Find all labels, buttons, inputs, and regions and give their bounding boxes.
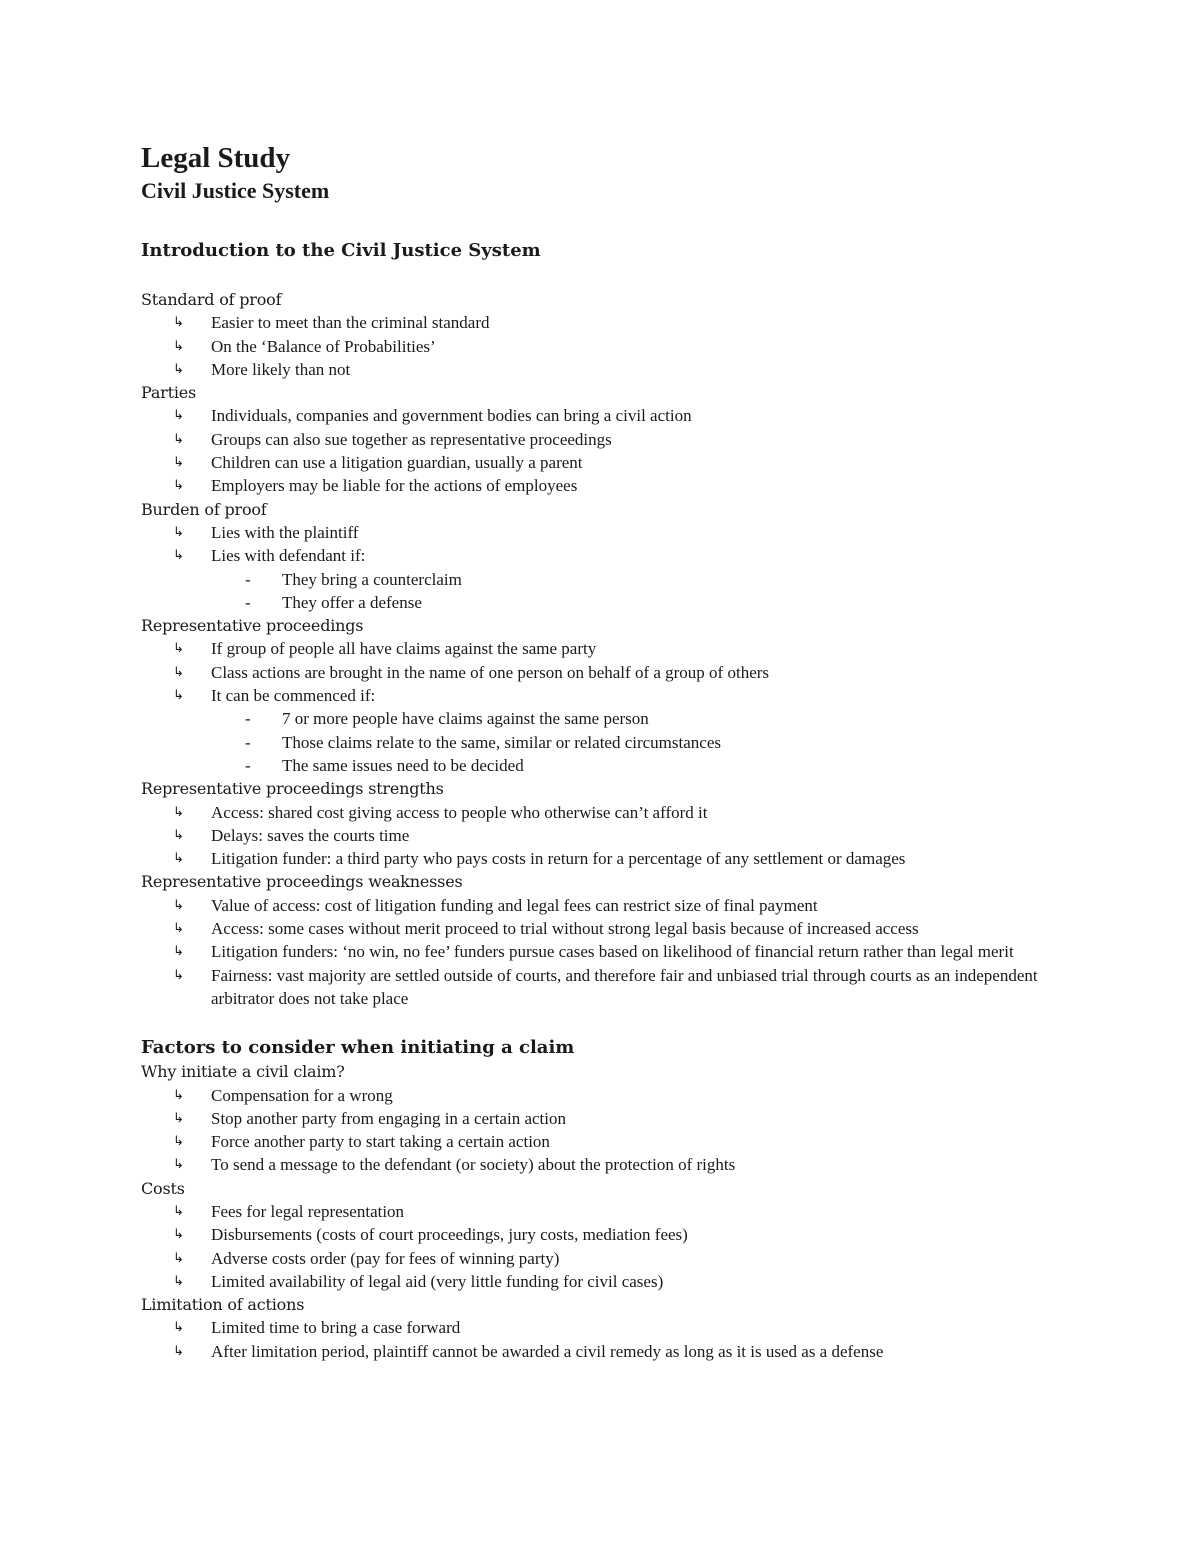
section-heading: Introduction to the Civil Justice System <box>141 240 541 261</box>
list-item <box>141 404 1061 427</box>
list-item <box>141 940 1061 963</box>
sub-list-item-text: 7 or more people have claims against the same person <box>282 709 649 729</box>
group-label: Limitation of actions <box>141 1295 305 1315</box>
list-item-text: Limited time to bring a case forward <box>211 1318 461 1338</box>
list-item-text: It can be commenced if: <box>211 686 376 706</box>
list-item-text: Easier to meet than the criminal standard <box>211 313 490 333</box>
list-item-text: Access: shared cost giving access to people who otherwise can’t afford it <box>211 802 708 822</box>
list-item-text: Litigation funders: ‘no win, no fee’ funders pursue cases based on likelihood of financial return rather than legal merit <box>211 942 1014 962</box>
list-item <box>141 801 1061 824</box>
dash-bullet-icon: - <box>245 592 251 612</box>
list-item-text: To send a message to the defendant (or society) about the protection of rights <box>211 1155 736 1175</box>
list-item <box>141 637 1061 660</box>
list-item-text: Litigation funder: a third party who pays costs in return for a percentage of any settlement or damages <box>211 849 906 869</box>
down-right-arrow-icon: ↳ <box>173 851 184 867</box>
list-item <box>141 824 1061 847</box>
list-item <box>141 964 1061 1011</box>
list-item-text: Fees for legal representation <box>211 1201 405 1221</box>
document-title: Legal Study <box>141 142 291 174</box>
list-item <box>141 428 1061 451</box>
down-right-arrow-icon: ↳ <box>173 1087 184 1103</box>
down-right-arrow-icon: ↳ <box>173 1157 184 1173</box>
sub-list-item-text: They offer a defense <box>282 592 422 612</box>
dash-bullet-icon: - <box>245 732 251 752</box>
list-item-text: Adverse costs order (pay for fees of winning party) <box>211 1248 560 1268</box>
group-label: Representative proceedings strengths <box>141 779 444 799</box>
list-item <box>141 358 1061 381</box>
sub-list-item-text: Those claims relate to the same, similar or related circumstances <box>282 732 721 752</box>
list-item <box>141 311 1061 334</box>
down-right-arrow-icon: ↳ <box>173 478 184 494</box>
list-item <box>141 894 1061 917</box>
document-content <box>141 141 1061 1363</box>
list-item <box>141 1247 1061 1270</box>
dash-bullet-icon: - <box>245 709 251 729</box>
list-item-text: Value of access: cost of litigation funding and legal fees can restrict size of final payment <box>211 895 818 915</box>
down-right-arrow-icon: ↳ <box>173 338 184 354</box>
down-right-arrow-icon: ↳ <box>173 897 184 913</box>
list-item-text: Force another party to start taking a certain action <box>211 1132 550 1152</box>
sub-list-item <box>141 591 1061 614</box>
list-item <box>141 1270 1061 1293</box>
dash-bullet-icon: - <box>245 569 251 589</box>
down-right-arrow-icon: ↳ <box>173 1250 184 1266</box>
down-right-arrow-icon: ↳ <box>173 524 184 540</box>
list-item-text: Compensation for a wrong <box>211 1085 393 1105</box>
down-right-arrow-icon: ↳ <box>173 361 184 377</box>
down-right-arrow-icon: ↳ <box>173 1320 184 1336</box>
list-item-text: Access: some cases without merit proceed to trial without strong legal basis because of increased access <box>211 919 919 939</box>
list-item-text: Fairness: vast majority are settled outside of courts, and therefore fair and unbiased trial through courts as an independent arbitrator does not take place <box>211 965 1038 1008</box>
list-item-text: Lies with defendant if: <box>211 546 366 566</box>
sub-list-item <box>141 568 1061 591</box>
list-item-text: Delays: saves the courts time <box>211 825 410 845</box>
list-item-text: Class actions are brought in the name of one person on behalf of a group of others <box>211 662 770 682</box>
list-item-text: Stop another party from engaging in a certain action <box>211 1108 566 1128</box>
list-item <box>141 917 1061 940</box>
list-item-text: Employers may be liable for the actions of employees <box>211 476 578 496</box>
group-label: Burden of proof <box>141 499 267 519</box>
sub-list-item-text: They bring a counterclaim <box>282 569 462 589</box>
list-item <box>141 544 1061 567</box>
sections-container <box>141 239 1061 1363</box>
section-heading: Factors to consider when initiating a claim <box>141 1037 575 1059</box>
down-right-arrow-icon: ↳ <box>173 1110 184 1126</box>
list-item <box>141 1153 1061 1176</box>
down-right-arrow-icon: ↳ <box>173 921 184 937</box>
group-label: Representative proceedings <box>141 616 364 636</box>
group-label: Standard of proof <box>141 290 282 309</box>
list-item <box>141 1130 1061 1153</box>
list-item-text: Individuals, companies and government bodies can bring a civil action <box>211 406 692 426</box>
list-item-text: Children can use a litigation guardian, usually a parent <box>211 453 583 473</box>
down-right-arrow-icon: ↳ <box>173 967 184 983</box>
down-right-arrow-icon: ↳ <box>173 641 184 657</box>
list-item <box>141 1107 1061 1130</box>
list-item-text: More likely than not <box>211 359 351 379</box>
document-subtitle: Civil Justice System <box>141 178 330 203</box>
list-item-text: After limitation period, plaintiff cannot be awarded a civil remedy as long as it is used as a defense <box>211 1341 884 1361</box>
sub-list-item <box>141 754 1061 777</box>
down-right-arrow-icon: ↳ <box>173 688 184 704</box>
down-right-arrow-icon: ↳ <box>173 408 184 424</box>
list-item-text: Disbursements (costs of court proceedings, jury costs, mediation fees) <box>211 1225 688 1245</box>
list-item <box>141 451 1061 474</box>
list-item <box>141 335 1061 358</box>
down-right-arrow-icon: ↳ <box>173 431 184 447</box>
list-item <box>141 521 1061 544</box>
list-item <box>141 474 1061 497</box>
down-right-arrow-icon: ↳ <box>173 1134 184 1150</box>
down-right-arrow-icon: ↳ <box>173 944 184 960</box>
group-label: Representative proceedings weaknesses <box>141 872 463 892</box>
down-right-arrow-icon: ↳ <box>173 1273 184 1289</box>
sub-list-item-text: The same issues need to be decided <box>282 755 524 775</box>
list-item-text: Lies with the plaintiff <box>211 522 359 542</box>
down-right-arrow-icon: ↳ <box>173 1343 184 1359</box>
group-label: Why initiate a civil claim? <box>141 1062 345 1082</box>
section-body <box>141 1060 1061 1363</box>
down-right-arrow-icon: ↳ <box>173 315 184 331</box>
sub-list-item <box>141 731 1061 754</box>
down-right-arrow-icon: ↳ <box>173 455 184 471</box>
list-item <box>141 1200 1061 1223</box>
list-item <box>141 1223 1061 1246</box>
list-item <box>141 1084 1061 1107</box>
dash-bullet-icon: - <box>245 755 251 775</box>
down-right-arrow-icon: ↳ <box>173 827 184 843</box>
list-item-text: On the ‘Balance of Probabilities’ <box>211 336 436 356</box>
down-right-arrow-icon: ↳ <box>173 1203 184 1219</box>
list-item <box>141 684 1061 707</box>
sub-list-item <box>141 707 1061 730</box>
list-item <box>141 1340 1061 1363</box>
group-label: Parties <box>141 383 197 403</box>
down-right-arrow-icon: ↳ <box>173 664 184 680</box>
list-item <box>141 847 1061 870</box>
list-item <box>141 1316 1061 1339</box>
list-item-text: Groups can also sue together as representative proceedings <box>211 429 612 449</box>
section-body <box>141 288 1061 1010</box>
list-item <box>141 661 1061 684</box>
down-right-arrow-icon: ↳ <box>173 804 184 820</box>
list-item-text: If group of people all have claims against the same party <box>211 639 597 659</box>
down-right-arrow-icon: ↳ <box>173 1227 184 1243</box>
list-item-text: Limited availability of legal aid (very little funding for civil cases) <box>211 1271 664 1291</box>
down-right-arrow-icon: ↳ <box>173 548 184 564</box>
group-label: Costs <box>141 1178 185 1198</box>
